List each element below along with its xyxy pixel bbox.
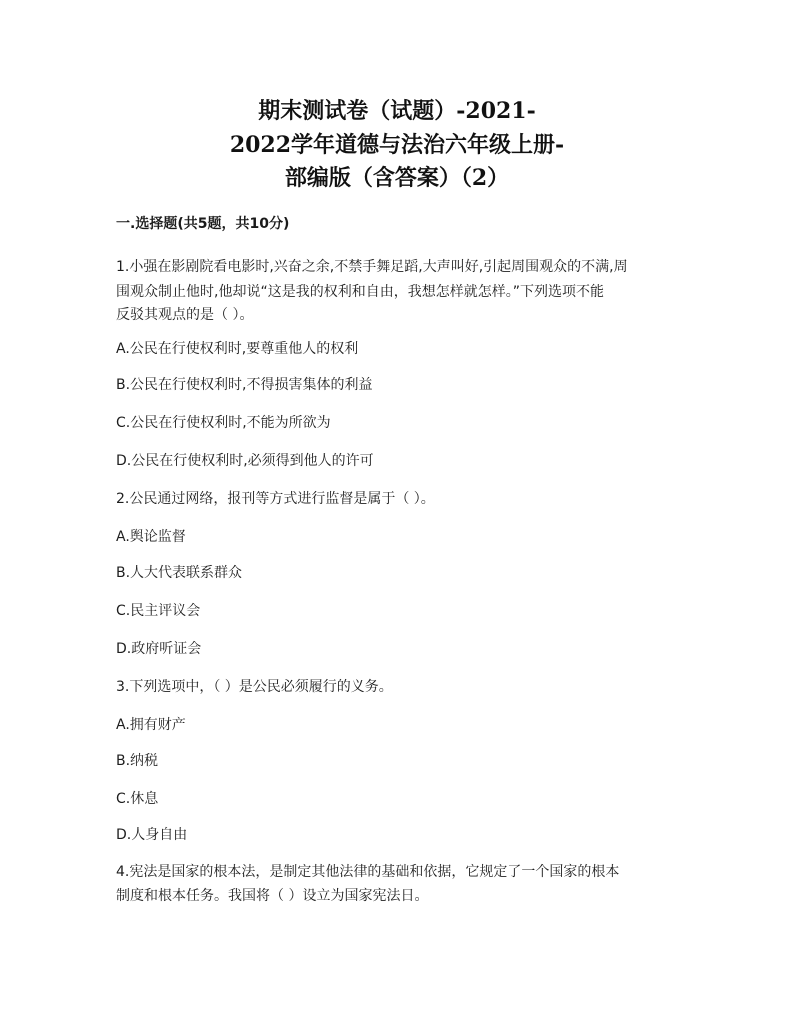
question-1-text-line-1: 1.小强在影剧院看电影时,兴奋之余,不禁手舞足蹈,大声叫好,引起周围观众的不满,周 (116, 259, 628, 275)
question-4-text-line-2: 制度和根本任务。我国将（ ）设立为国家宪法日。 (116, 888, 429, 904)
document-title-line-3: 部编版（含答案）（2） (284, 165, 510, 191)
question-3-option-b: B.纳税 (116, 753, 159, 769)
question-1-text-line-3: 反驳其观点的是（ ）。 (116, 307, 254, 323)
question-1-option-d: D.公民在行使权利时,必须得到他人的许可 (116, 453, 374, 469)
question-2-option-d: D.政府听证会 (116, 641, 202, 657)
question-1-option-b: B.公民在行使权利时,不得损害集体的利益 (116, 377, 373, 393)
question-1-option-c: C.公民在行使权利时,不能为所欲为 (116, 415, 331, 431)
question-3-option-a: A.拥有财产 (116, 717, 186, 733)
question-3-text: 3.下列选项中，（ ）是公民必须履行的义务。 (116, 679, 393, 695)
question-2-text: 2.公民通过网络，报刊等方式进行监督是属于（ ）。 (116, 491, 435, 507)
document-title-line-1: 期末测试卷（试题）-2021- (258, 98, 536, 124)
question-2-option-b: B.人大代表联系群众 (116, 565, 243, 581)
question-3-option-c: C.休息 (116, 791, 159, 807)
document-title-line-2: 2022学年道德与法治六年级上册- (229, 132, 565, 158)
question-2-option-c: C.民主评议会 (116, 603, 201, 619)
question-1-text-line-2: 围观众制止他时,他却说“这是我的权利和自由，我想怎样就怎样。”下列选项不能 (116, 284, 604, 300)
question-2-option-a: A.舆论监督 (116, 529, 186, 545)
question-1-option-a: A.公民在行使权利时,要尊重他人的权利 (116, 341, 359, 357)
question-4-text-line-1: 4.宪法是国家的根本法，是制定其他法律的基础和依据，它规定了一个国家的根本 (116, 864, 620, 880)
section-heading: 一.选择题(共5题，共10分) (116, 216, 290, 232)
question-3-option-d: D.人身自由 (116, 827, 188, 843)
